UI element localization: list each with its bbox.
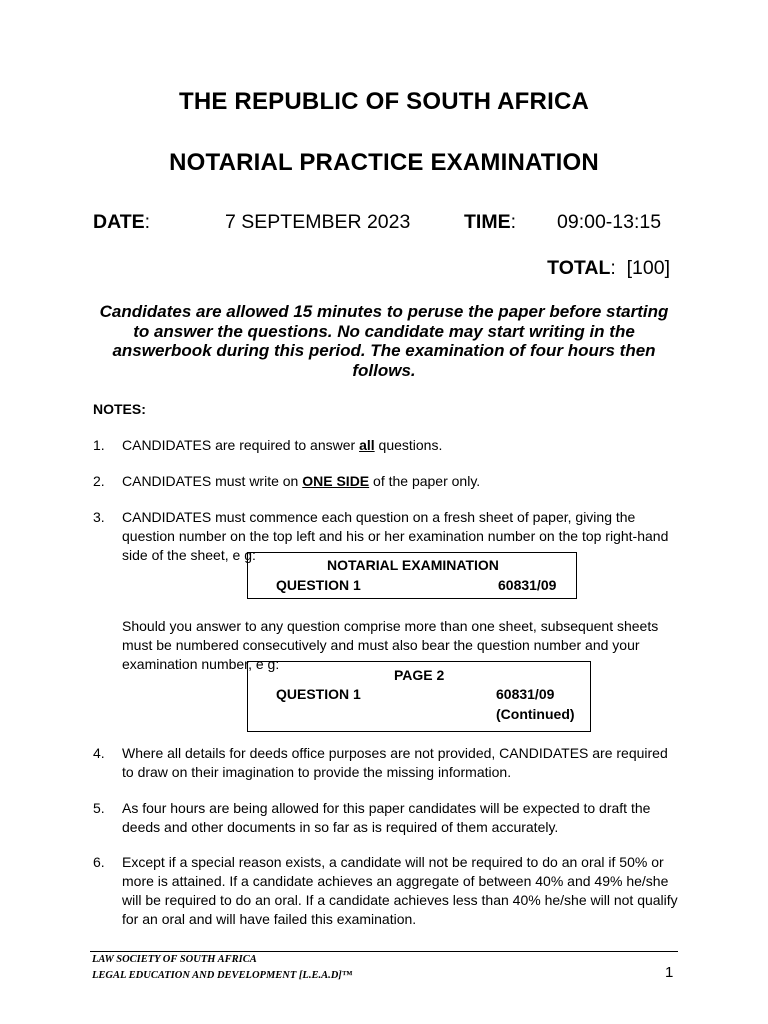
document-title: THE REPUBLIC OF SOUTH AFRICA bbox=[178, 88, 590, 115]
intro-instructions: Candidates are allowed 15 minutes to peruse the paper before starting to answer the questions. No candidate may start writing in the answerbook during this period. The examination of four hours then follows. bbox=[99, 302, 669, 380]
time-value: 09:00-13:15 bbox=[557, 211, 662, 233]
example-box-continued-sheet bbox=[247, 661, 591, 732]
box-continued: (Continued) bbox=[496, 706, 575, 722]
footer-organization: LAW SOCIETY OF SOUTH AFRICA bbox=[92, 954, 257, 965]
footer-divider bbox=[90, 951, 678, 952]
total-value: [100] bbox=[626, 257, 670, 279]
notes-heading: NOTES: bbox=[93, 401, 146, 417]
box-question: QUESTION 1 bbox=[276, 686, 361, 702]
date-label: DATE: bbox=[93, 211, 151, 233]
exam-title: NOTARIAL PRACTICE EXAMINATION bbox=[169, 149, 599, 176]
box-exam-number: 60831/09 bbox=[498, 577, 557, 593]
page-number: 1 bbox=[665, 964, 674, 981]
box-title: NOTARIAL EXAMINATION bbox=[327, 557, 499, 573]
total-marks: TOTAL: [100] bbox=[547, 257, 670, 279]
footer-department: LEGAL EDUCATION AND DEVELOPMENT [L.E.A.D]™ bbox=[92, 970, 353, 981]
exam-page: THE REPUBLIC OF SOUTH AFRICA NOTARIAL PRACTICE EXAMINATION DATE: 7 SEPTEMBER 2023 TIME: 09:00-13:15 TOTAL: [100] Candidates are allowed 15 minutes to peruse the paper before starting to answer the questions. No candidate may start writing in the answerbook during this period. The examination of four hours then follows. NOTES: 1. CANDIDATES are required to answer all questions. 2. CANDIDATES must write on ONE SIDE of the paper only. 3. CANDIDATES must commence each question on a fresh sheet of paper, giving the question number on the top left and his or her examination number on the top right-hand side of the sheet, e g: NOTARIAL EXAMINATION QUESTION 1 60831/09 Should you answer to any question comprise more than one sheet, subsequent sheets must be numbered consecutively and must also bear the question number and your examination number, e g: PAGE 2 QUESTION 1 60831/09 (Continued) 4. Where all details for deeds office purposes are not provided, CANDIDATES are required to draw on their imagination to provide the missing information. 5. As four hours are being allowed for this paper candidates will be expected to draft the deeds and other documents in so far as is required of them accurately. 6. Except if a special reason exists, a candidate will not be required to do an oral if 50% or more is attained. If a candidate achieves an aggregate of between 40% and 49% he/she will be required to do an oral. If a candidate achieves less than 40% he/she will not qualify for an oral and will have failed this examination. LAW SOCIETY OF SOUTH AFRICA LEGAL EDUCATION AND DEVELOPMENT [L.E.A.D]™ 1 bbox=[0, 0, 768, 1024]
emphasis-all: all bbox=[359, 437, 375, 453]
note-item-3-continued: Should you answer to any question comprise more than one sheet, subsequent sheets must be numbered consecutively and must also bear the question number and your examination number, e g: bbox=[122, 618, 659, 672]
box-question: QUESTION 1 bbox=[276, 577, 361, 593]
box-exam-number: 60831/09 bbox=[496, 686, 555, 702]
time-label: TIME: bbox=[464, 211, 517, 233]
example-box-first-sheet bbox=[247, 552, 577, 599]
emphasis-one-side: ONE SIDE bbox=[302, 473, 370, 489]
date-value: 7 SEPTEMBER 2023 bbox=[225, 211, 411, 233]
box-page: PAGE 2 bbox=[394, 667, 445, 683]
